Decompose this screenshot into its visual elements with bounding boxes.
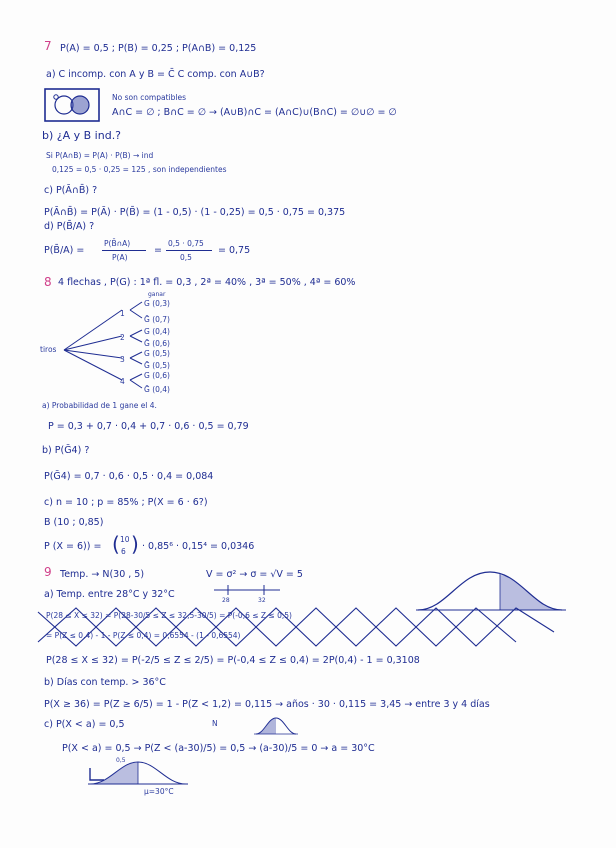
q8-a-work: P = 0,3 + 0,7 · 0,4 + 0,7 · 0,6 · 0,5 = 0,79: [48, 421, 249, 432]
q7-a-note: No son compatibles: [112, 93, 186, 102]
q8-c-question: c) n = 10 ; p = 85% ; P(X = 6 · 6?): [44, 497, 208, 508]
q7-b-question: b) ¿A y B ind.?: [42, 129, 122, 142]
q9-c-work: P(X < a) = 0,5 → P(Z < (a-30)/5) = 0,5 → (a-30)/5 = 0 → a = 30°C: [62, 743, 375, 754]
tree-node-number: 3: [120, 355, 125, 364]
q7-d-eq: =: [154, 245, 162, 256]
fraction-bar: [102, 250, 146, 251]
binomial-paren-left: (: [112, 532, 120, 556]
axis-label-right: 32: [258, 597, 266, 604]
q7-d-lhs: P(B̄/A) =: [44, 245, 85, 256]
q7-b-line1: Si P(A∩B) = P(A) · P(B) → ind: [46, 151, 154, 160]
q7-c-question: c) P(Ā∩B̄) ?: [44, 185, 98, 196]
tree-root-label: tiros: [40, 345, 57, 354]
q7-b-line2: 0,125 = 0,5 · 0,25 = 125 , son independientes: [52, 165, 227, 174]
q7-d-result: = 0,75: [218, 245, 251, 256]
q8-c-distribution: B (10 ; 0,85): [44, 517, 104, 528]
q7-d-question: d) P(B̄/A) ?: [44, 221, 95, 232]
q8-c-lhs: P (X = 6)) =: [44, 541, 102, 552]
question-number-9: 9: [44, 565, 52, 579]
q9-crossed-line-2: = P(Z ≤ 0,4) - 1 - P(Z ≤ 0,4) = 0,6554 - (1 - 0,6554): [46, 631, 241, 640]
tree-leaf-g: G (0,4): [144, 327, 170, 336]
q7-d-frac-den: P(A): [112, 253, 128, 262]
q7-a-question: a) C incomp. con A y B = C̄ C comp. con A∪B?: [46, 69, 265, 80]
q8-intro-sub: ganar: [148, 291, 166, 298]
q7-c-work: P(Ā∩B̄) = P(Ā) · P(B̄) = (1 - 0,5) · (1 - 0,25) = 0,5 · 0,75 = 0,375: [44, 207, 346, 218]
q9-variance: V = σ² → σ = √V = 5: [206, 569, 303, 580]
question-number-7: 7: [44, 39, 52, 53]
q9-c-label-half: 0,5: [116, 757, 126, 764]
question-number-8: 8: [44, 275, 52, 289]
venn-diagram-sketch: [44, 88, 100, 122]
q8-c-binom-bottom: 6: [121, 547, 126, 556]
tree-leaf-g: G (0,6): [144, 371, 170, 380]
tree-leaf-gbar: Ḡ (0,7): [144, 315, 170, 324]
q9-a-question: a) Temp. entre 28°C y 32°C: [44, 589, 175, 600]
q7-d-frac-num: P(B̄∩A): [104, 239, 131, 248]
q9-b-work: P(X ≥ 36) = P(Z ≥ 6/5) = 1 - P(Z < 1,2) = 0,115 → años · 30 · 0,115 = 3,45 → entre 3 y 4 días: [44, 699, 490, 710]
interval-axis-sketch: [212, 582, 282, 598]
q7-a-work: A∩C = ∅ ; B∩C = ∅ → (A∪B)∩C = (A∩C)∪(B∩C) = ∅∪∅ = ∅: [112, 107, 397, 118]
small-normal-curve-sketch: [254, 714, 298, 738]
corner-arrow-sketch: [86, 766, 106, 784]
q9-c-label-mu: μ=30°C: [144, 787, 174, 796]
scribble-crossout: [36, 602, 556, 652]
q8-intro: 4 flechas , P(G) : 1ª fl. = 0,3 , 2ª = 40% , 3ª = 50% , 4ª = 60%: [58, 277, 356, 288]
tree-leaf-gbar: Ḡ (0,5): [144, 361, 170, 370]
tree-node-number: 4: [120, 377, 125, 386]
tree-leaf-gbar: Ḡ (0,6): [144, 339, 170, 348]
q9-c-question: c) P(X < a) = 0,5: [44, 719, 125, 730]
q8-c-rest: · 0,85⁶ · 0,15⁴ = 0,0346: [142, 541, 255, 552]
q7-given: P(A) = 0,5 ; P(B) = 0,25 ; P(A∩B) = 0,125: [60, 43, 257, 54]
tree-leaf-g: G (0,5): [144, 349, 170, 358]
q8-b-question: b) P(Ḡ4) ?: [42, 445, 90, 456]
q8-c-binom-top: 10: [120, 535, 130, 544]
tree-leaf-g: G (0,3): [144, 299, 170, 308]
fraction-bar: [166, 250, 212, 251]
q9-crossed-line-1: P(28 ≤ X ≤ 32) = P(28-30/5 ≤ Z ≤ 32,5-30/5) = P(-0,6 ≤ Z ≤ 0,5): [46, 611, 292, 620]
q9-head: Temp. → N(30 , 5): [60, 569, 145, 580]
tree-node-number: 2: [120, 333, 125, 342]
tree-node-number: 1: [120, 309, 125, 318]
binomial-paren-right: ): [131, 532, 139, 556]
q7-d-frac2-den: 0,5: [180, 253, 192, 262]
q9-c-label-n: N: [212, 719, 218, 728]
q9-b-question: b) Días con temp. > 36°C: [44, 677, 166, 688]
q7-d-frac2-num: 0,5 · 0,75: [168, 239, 204, 248]
q8-b-work: P(Ḡ4) = 0,7 · 0,6 · 0,5 · 0,4 = 0,084: [44, 471, 214, 482]
axis-label-left: 28: [222, 597, 230, 604]
tree-leaf-gbar: Ḡ (0,4): [144, 385, 170, 394]
q8-a-question: a) Probabilidad de 1 gane el 4.: [42, 401, 157, 410]
q9-a-work: P(28 ≤ X ≤ 32) = P(-2/5 ≤ Z ≤ 2/5) = P(-0,4 ≤ Z ≤ 0,4) = 2P(0,4) - 1 = 0,3108: [46, 655, 420, 666]
